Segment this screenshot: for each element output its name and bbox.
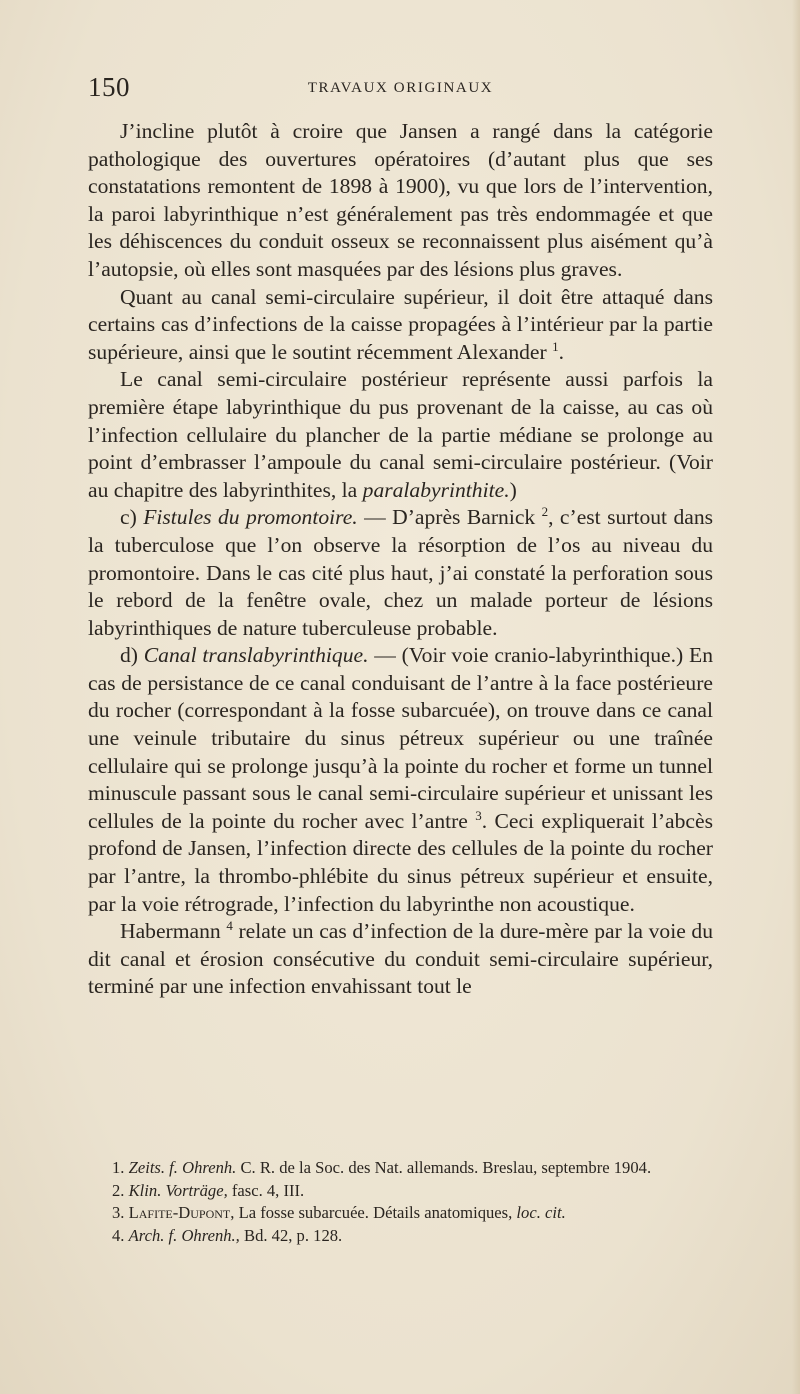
section-d-title: Canal translabyrinthique. (143, 643, 369, 668)
section-d-lead: — (Voir voie cranio-labyrinthique.) En cas de persistance de ce canal conduisant de l’antre à la face postérieure du rocher (correspondant à la fosse subarcuée), on trouve dans ce canal une veinule tributaire du sinus pétreux supérieur ou une traînée cellulaire qui se prolonge jusqu’à la pointe du rocher et forme un tunnel minuscule passant sous le canal semi-circulaire supérieur et unissant les cellules de la pointe du rocher avec l’antre (88, 643, 713, 833)
footnote-4-journal: Arch. f. Ohrenh., (128, 1225, 240, 1245)
paragraph-2: Quant au canal semi-circulaire supérieur, il doit être attaqué dans certains cas d’infections de la caisse propagées à l’intérieur par la partie supérieure, ainsi que le soutint récemment Alexander $^1$. (88, 284, 713, 364)
footnote-3 (88, 1202, 713, 1225)
footnote-ref-3: 3 (475, 807, 482, 823)
page-header (88, 72, 713, 106)
section-d (88, 642, 713, 918)
paragraph-3-text: Le canal semi-circulaire postérieur représente aussi parfois la première étape labyrinthique du pus provenant de la caisse, au cas où l’infection cellulaire du plancher de la partie médiane se prolonge au point d’embrasser l’ampoule du canal semi-circulaire postérieur. (Voir au chapitre des labyrinthites, la (88, 367, 713, 502)
footnote-2-number: 2. (112, 1180, 125, 1200)
page-number: 150 (88, 72, 130, 102)
paragraph-habermann-text: relate un cas d’infection de la dure-mère par la voie du dit canal et érosion consécutive du conduit semi-circulaire supérieur, terminé par une infection envahissant tout le (88, 919, 713, 999)
footnote-1 (88, 1157, 713, 1180)
footnote-1-journal: Zeits. f. Ohrenh. (128, 1158, 237, 1177)
section-d-label: d) (120, 643, 138, 668)
section-c-lead: — D’après Barnick (364, 505, 536, 530)
footnote-1-number: 1. (112, 1158, 125, 1177)
footnote-2-journal: Klin. Vorträge, (128, 1180, 228, 1200)
running-head: TRAVAUX ORIGINAUX (307, 80, 494, 96)
footnote-4 (88, 1225, 713, 1248)
paragraph-habermann (88, 918, 713, 1001)
paragraph-1-text: J’incline plutôt à croire que Jansen a rangé dans la catégorie pathologique des ouvertures opératoires (d’autant plus que ses constatations remontent de 1898 à 1900), vu que lors de l’intervention, la paroi labyrinthique n’est généralement pas très endommagée et que les déhiscences du conduit osseux se reconnaissent plus aisément qu’à l’autopsie, où elles sont masquées par des lésions plus graves. (88, 119, 713, 281)
footnote-3-loc-cit: loc. cit. (516, 1203, 566, 1223)
main-text (88, 118, 713, 1001)
footnote-4-number: 4. (112, 1225, 125, 1245)
paragraph-1 (88, 118, 713, 284)
page-edge-shadow (792, 0, 800, 1394)
footnote-1-text: C. R. de la Soc. des Nat. allemands. Breslau, septembre 1904. (240, 1158, 652, 1177)
section-c (88, 504, 713, 642)
section-d-text: . Ceci expliquerait l’abcès profond de Jansen, l’infection directe des cellules de la pointe du rocher par l’antre, la thrombo-phlébite du sinus pétreux supérieur et ensuite, par la voie rétrograde, l’infection du labyrinthe non acoustique. (88, 808, 713, 916)
section-c-title: Fistules du promontoire. (143, 505, 358, 530)
footnote-3-author: Lafite-Dupont, (128, 1203, 235, 1223)
section-c-text: , c’est surtout dans la tuberculose que l’on observe la résorption de l’os au niveau du promontoire. Dans le cas cité plus haut, j’ai constaté la perforation sous le rebord de la fenêtre ovale, chez un malade porteur de lésions labyrinthiques de nature tuberculeuse probable. (88, 505, 714, 640)
footnote-2 (88, 1180, 713, 1203)
footnote-4-text: Bd. 42, p. 128. (244, 1225, 343, 1245)
footnote-ref-2: 2 (541, 504, 549, 520)
footnote-2-text: fasc. 4, III. (231, 1180, 305, 1200)
paralabyrinthite-term: paralabyrinthite. (362, 477, 510, 502)
footnote-ref-1: 1 (552, 338, 559, 354)
habermann-name: Habermann (120, 919, 221, 944)
paragraph-2-text: Quant au canal semi-circulaire supérieur, il doit être attaqué dans certains cas d’infections de la caisse propagées à l’intérieur par la partie supérieure, ainsi que le soutint récemment Alexander (88, 284, 713, 364)
paragraph-3: Le canal semi-circulaire postérieur représente aussi parfois la première étape labyrinthique du pus provenant de la caisse, au cas où l’infection cellulaire du plancher de la partie médiane se prolonge au point d’embrasser l’ampoule du canal semi-circulaire postérieur. (Voir au chapitre des labyrinthites, la paralabyrinthite.) (88, 367, 713, 502)
footnote-3-text: La fosse subarcuée. Détails anatomiques, (238, 1203, 513, 1223)
footnote-ref-4: 4 (226, 918, 233, 934)
footnotes (88, 1157, 713, 1247)
footnote-3-number: 3. (112, 1203, 125, 1223)
section-c-label: c) (120, 505, 137, 530)
